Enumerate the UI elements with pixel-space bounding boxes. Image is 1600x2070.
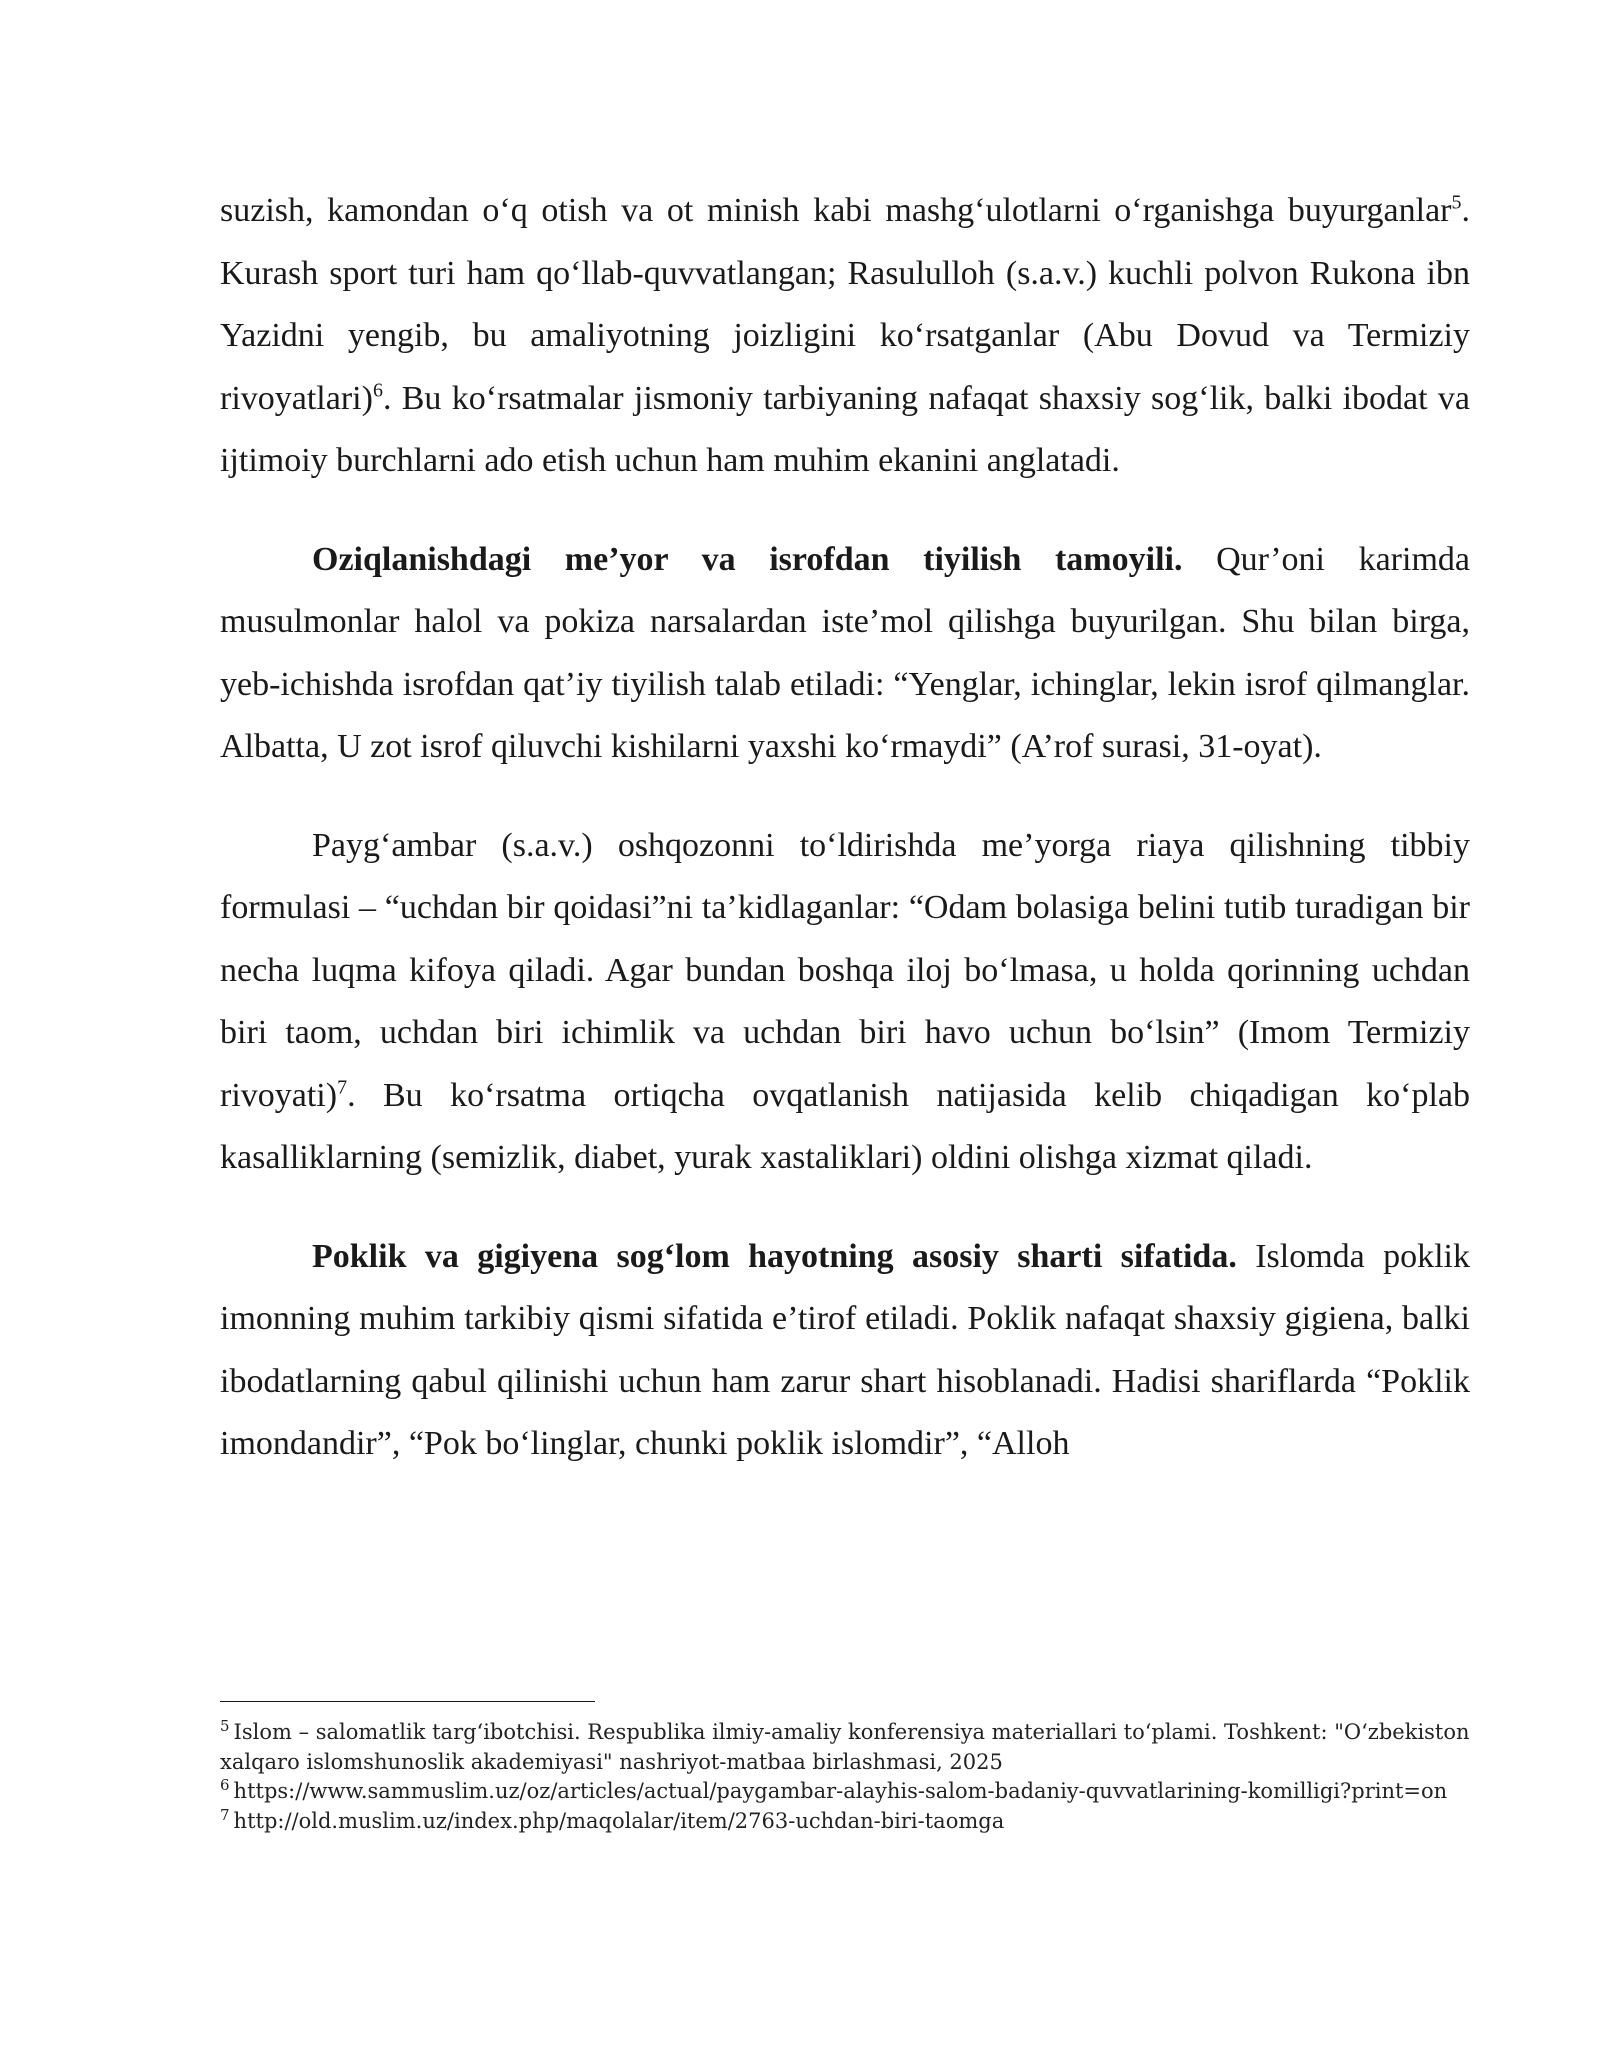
- paragraph-text: Qur’oni karimda musulmonlar halol va pokiza narsalardan iste’mol qilishga buyurilgan. Shu bilan birga, yeb-ichishda isrofdan qat’iy tiyilish talab etiladi: “Yenglar, ichinglar, lekin isrof qilmanglar. Albatta, U zot isrof qiluvchi kishilarni yaxshi ko‘rmaydi” (A’rof surasi, 31-oyat).: [220, 540, 1470, 765]
- document-page: [220, 180, 1470, 1476]
- footnote-number: 6: [220, 1776, 230, 1794]
- paragraph-text: Islomda poklik imonning muhim tarkibiy qismi sifatida e’tirof etiladi. Poklik nafaqat shaxsiy gigiena, balki ibodatlarning qabul qilinishi uchun ham zarur shart hisoblanadi. Hadisi shariflarda “Poklik imondandir”, “Pok bo‘linglar, chunki poklik islomdir”, “Alloh: [220, 1237, 1471, 1462]
- paragraph-text: . Kurash sport turi ham qo‘llab-quvvatlangan; Rasululloh (s.a.v.) kuchli polvon Rukona ibn Yazidni yengib, bu amaliyotning joizligini ko‘rsatganlar (Abu Dovud va Termiziy rivoyatlari): [220, 192, 1470, 417]
- paragraph-cleanliness: [220, 1226, 1470, 1476]
- footnote-text: Islom – salomatlik targ‘ibotchisi. Respublika ilmiy-amaliy konferensiya materiallari to‘plami. Toshkent: "O‘zbekiston xalqaro islomshunoslik akademiyasi" nashriyot-matbaa birlashmasi, 2025: [220, 1720, 1470, 1774]
- footnote-5: [220, 1718, 1470, 1777]
- section-heading-cleanliness: Poklik va gigiyena sog‘lom hayotning asosiy sharti sifatida.: [312, 1237, 1237, 1275]
- footnote-6: [220, 1777, 1470, 1807]
- footnote-ref-7[interactable]: 7: [337, 1076, 348, 1099]
- paragraph-one-third-rule: [220, 815, 1470, 1190]
- paragraph-text: . Bu ko‘rsatma ortiqcha ovqatlanish natijasida kelib chiqadigan ko‘plab kasalliklarning (semizlik, diabet, yurak xastaliklari) oldini olishga xizmat qiladi.: [220, 1076, 1470, 1176]
- paragraph-nutrition: [220, 529, 1470, 779]
- footnote-ref-6[interactable]: 6: [372, 379, 383, 402]
- footnotes: [220, 1701, 1470, 1836]
- paragraph-text: . Bu ko‘rsatmalar jismoniy tarbiyaning nafaqat shaxsiy sog‘lik, balki ibodat va ijtimoiy burchlarni ado etish uchun ham muhim ekanini anglatadi.: [220, 379, 1470, 479]
- section-heading-nutrition: Oziqlanishdagi me’yor va isrofdan tiyilish tamoyili.: [312, 540, 1183, 578]
- footnote-separator: [220, 1701, 595, 1702]
- footnote-7: [220, 1807, 1470, 1837]
- paragraph-text: suzish, kamondan o‘q otish va ot minish kabi mashg‘ulotlarni o‘rganishga buyurganlar: [220, 192, 1452, 229]
- paragraph-physical-training: [220, 180, 1470, 493]
- paragraph-text: Payg‘ambar (s.a.v.) oshqozonni to‘ldirishda me’yorga riaya qilishning tibbiy formulasi – “uchdan bir qoidasi”ni ta’kidlaganlar: “Odam bolasiga belini tutib turadigan bir necha luqma kifoya qiladi. Agar bundan boshqa iloj bo‘lmasa, u holda qorinning uchdan biri taom, uchdan biri ichimlik va uchdan biri havo uchun bo‘lsin” (Imom Termiziy rivoyati): [220, 826, 1470, 1114]
- footnote-ref-5[interactable]: 5: [1451, 191, 1462, 214]
- footnote-number: 7: [220, 1805, 230, 1824]
- footnote-link[interactable]: http://old.muslim.uz/index.php/maqolalar/item/2763-uchdan-biri-taomga: [233, 1808, 1005, 1833]
- footnote-number: 5: [220, 1717, 230, 1735]
- footnote-link[interactable]: https://www.sammuslim.uz/oz/articles/actual/paygambar-alayhis-salom-badaniy-quvvatlarining-komilligi?print=on: [233, 1779, 1448, 1803]
